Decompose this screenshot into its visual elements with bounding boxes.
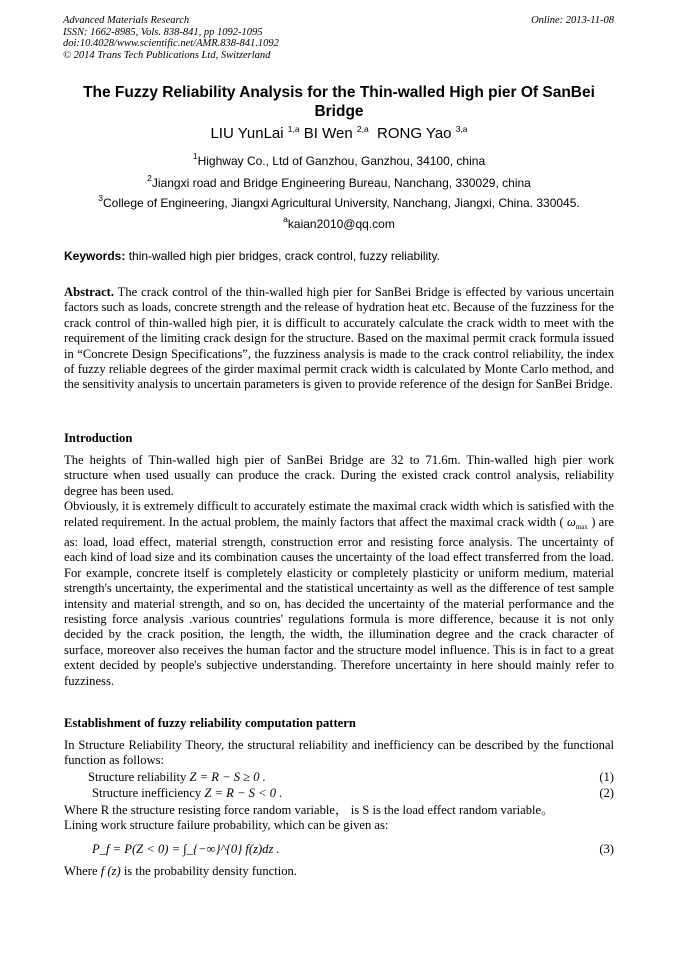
doi-line: doi:10.4028/www.scientific.net/AMR.838-841.1092 bbox=[63, 38, 279, 49]
eq1-number: (1) bbox=[599, 770, 614, 784]
affil-sup: 1 bbox=[192, 151, 198, 161]
density-function-symbol: f (z) bbox=[100, 864, 121, 878]
keywords-text: thin-walled high pier bridges, crack control, fuzzy reliability. bbox=[128, 249, 440, 263]
eq1-expression: Z = R − S ≥ 0 . bbox=[189, 770, 266, 784]
affil-text: Highway Co., Ltd of Ganzhou, Ganzhou, 34100, china bbox=[197, 154, 486, 168]
eq1-label: Structure reliability bbox=[88, 770, 187, 784]
section-heading-establishment: Establishment of fuzzy reliability computation pattern bbox=[64, 716, 356, 730]
introduction-body bbox=[64, 453, 614, 689]
author-name: BI Wen bbox=[303, 125, 353, 142]
equation-2 bbox=[64, 786, 614, 802]
where-line-2 bbox=[64, 864, 614, 879]
journal-name: Advanced Materials Research bbox=[63, 15, 190, 26]
intro-paragraph-1: The heights of Thin-walled high pier of SanBei Bridge are 32 to 71.6m. Thin-walled high pier work structure when used usually can produce the crack. During the existed crack control analysis, reliability degree has been used. bbox=[64, 453, 614, 498]
affil-text: Jiangxi road and Bridge Engineering Bureau, Nanchang, 330029, china bbox=[151, 176, 531, 190]
affil-sup: 2 bbox=[147, 173, 152, 183]
intro-paragraph-2 bbox=[64, 499, 614, 689]
journal-header bbox=[63, 15, 279, 61]
author-list bbox=[64, 124, 614, 142]
online-date: Online: 2013-11-08 bbox=[531, 15, 614, 26]
omega-max-symbol bbox=[567, 515, 588, 529]
affil-sup: 3 bbox=[98, 193, 103, 203]
author-name: RONG Yao bbox=[377, 125, 452, 142]
affiliation-3 bbox=[40, 193, 638, 210]
section-heading-introduction: Introduction bbox=[64, 431, 133, 445]
eq3-expression: P_f = P(Z < 0) = ∫_{−∞}^{0} f(z)dz . bbox=[92, 842, 280, 856]
author-affil-sup: 1,a bbox=[287, 124, 300, 134]
author-affil-sup: 3,a bbox=[455, 124, 468, 134]
affiliation-email bbox=[40, 214, 638, 231]
establishment-intro: In Structure Reliability Theory, the structural reliability and inefficiency can be described by the functional function as follows: bbox=[64, 738, 614, 768]
email-address: kaian2010@qq.com bbox=[287, 217, 395, 231]
where2-text-b: is the probability density function. bbox=[123, 864, 297, 878]
affil-sup: a bbox=[283, 214, 288, 224]
paper-title: The Fuzzy Reliability Analysis for the Thin-walled High pier Of SanBei Bridge bbox=[83, 84, 595, 120]
abstract-text: The crack control of the thin-walled high pier for SanBei Bridge is effected by various uncertain factors such as loads, concrete strength and the release of hydration heat etc. Because of the fuzziness for the crack control of thin-walled high pier, it is difficult to accurately calculate the crack width to meet with the requirement of the limiting crack design for the structure. Based on the maximal permit crack formula issued in “Concrete Design Specifications”, the fuzziness analysis is made to the crack control reliability, the index of fuzzy reliable degrees of the girder maximal permit crack width is calculated by Monte Carlo method, and the sensitivity analysis to uncertain parameters is given to provide reference of the design for SanBei Bridge. bbox=[64, 285, 615, 392]
keywords-label: Keywords: bbox=[64, 249, 126, 263]
equation-1 bbox=[64, 770, 614, 786]
keywords bbox=[64, 249, 624, 263]
eq2-number: (2) bbox=[599, 786, 614, 800]
affiliation-1 bbox=[40, 151, 638, 168]
affil-text: College of Engineering, Jiangxi Agricultural University, Nanchang, Jiangxi, China. 330045. bbox=[103, 196, 580, 210]
where-line-1: Where R the structure resisting force random variable， is S is the load effect random variable。 bbox=[64, 803, 554, 817]
lining-line: Lining work structure failure probability, which can be given as: bbox=[64, 818, 389, 832]
author-affil-sup: 2,a bbox=[356, 124, 369, 134]
eq3-number: (3) bbox=[599, 842, 614, 856]
intro-text-a: Obviously, it is extremely difficult to accurately estimate the maximal crack width which is satisfied with the related requirement. In the actual problem, the mainly factors that affect the maximal crack width ( bbox=[64, 499, 614, 529]
eq2-expression: Z = R − S < 0 . bbox=[204, 786, 283, 800]
affiliation-2 bbox=[40, 173, 638, 190]
omega-subscript: max bbox=[575, 522, 588, 531]
copyright-line: © 2014 Trans Tech Publications Ltd, Switzerland bbox=[63, 49, 271, 61]
intro-text-b: ) are as: load, load effect, material strength, construction error and resisting force analysis. The uncertainty of each kind of load size and its combination causes the uncertainty of the load effect transferred from the load. For example, concrete itself is completely elasticity or completely plasticity or uniform medium, material strength's uncertainty, the experimental and the statistical uncertainty as well as the difference of test sample intensity and material strength, and so on, has decided the uncertainty of the material performance and the resisting force analysis .various countries' regulations formula is more difference, because it is not only decided by the crack position, the length, the width, the illumination degree and the crack character of surface, moreover also receives the human factor and the structure model influence. This is in fact to a great extent decided by people's subjective understanding. Therefore uncertainty in here should mainly refer to fuzziness. bbox=[64, 514, 615, 688]
equation-3 bbox=[64, 842, 614, 864]
omega-letter: ω bbox=[566, 514, 576, 529]
abstract bbox=[64, 285, 614, 393]
eq2-label: Structure inefficiency bbox=[92, 786, 202, 800]
where2-text-a: Where bbox=[64, 864, 98, 878]
abstract-label: Abstract. bbox=[64, 285, 115, 299]
author-name: LIU YunLai bbox=[210, 125, 284, 142]
issn-line: ISSN: 1662-8985, Vols. 838-841, pp 1092-1095 bbox=[63, 26, 263, 38]
